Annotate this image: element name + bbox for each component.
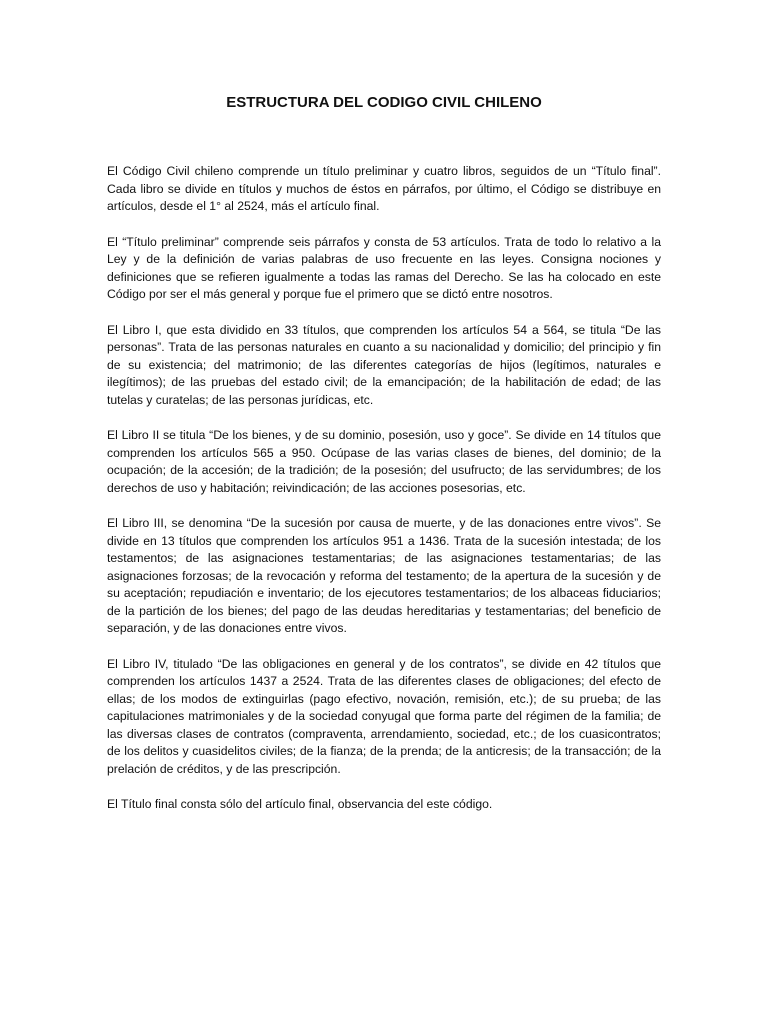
paragraph-intro: El Código Civil chileno comprende un título preliminar y cuatro libros, seguidos de un “Título final”. Cada libro se divide en títulos y muchos de éstos en párrafos, por último, el Código se distribuye en artículos, desde el 1° al 2524, más el artículo final. xyxy=(107,164,661,213)
document-title: ESTRUCTURA DEL CODIGO CIVIL CHILENO xyxy=(226,94,542,111)
paragraph-titulo-preliminar: El “Título preliminar” comprende seis párrafos y consta de 53 artículos. Trata de todo lo relativo a la Ley y de la definición de varias palabras de uso frecuente en las leyes. Consigna nociones y definiciones que se refieren igualmente a todas las ramas del Derecho. Se las ha colocado en este Código por ser el más general y porque fue el primero que se dictó entre nosotros. xyxy=(107,234,661,301)
paragraph-titulo-final: El Título final consta sólo del artículo final, observancia del este código. xyxy=(107,797,493,811)
paragraph-libro-iv: El Libro IV, titulado “De las obligaciones en general y de los contratos”, se divide en 42 títulos que comprenden los artículos 1437 a 2524. Trata de las diferentes clases de obligaciones; del efecto de ellas; de los modos de extinguirlas (pago efectivo, novación, remisión, etc.); de su prueba; de las capitulaciones matrimoniales y de la sociedad conyugal que forma parte del régimen de la familia; de las diversas clases de contratos (compraventa, arrendamiento, sociedad, etc.; de los cuasicontratos; de los delitos y cuasidelitos civiles; de la fianza; de la prenda; de la anticresis; de la transacción; de la prelación de créditos, y de las prescripción. xyxy=(107,656,661,776)
paragraph-libro-i: El Libro I, que esta dividido en 33 títulos, que comprenden los artículos 54 a 564, se titula “De las personas”. Trata de las personas naturales en cuanto a su nacionalidad y domicilio; del principio y fin de su existencia; del matrimonio; de las diferentes categorías de hijos (legítimos, naturales e ilegítimos); de las pruebas del estado civil; de la emancipación; de la habilitación de edad; de las tutelas y curatelas; de las personas jurídicas, etc. xyxy=(107,322,661,407)
paragraph-libro-ii: El Libro II se titula “De los bienes, y de su dominio, posesión, uso y goce”. Se divide en 14 títulos que comprenden los artículos 565 a 950. Ocúpase de las varias clases de bienes, del dominio; de la ocupación; de la accesión; de la tradición; de la posesión; del usufructo; de las servidumbres; de los derechos de uso y habitación; reivindicación; de las acciones posesorias, etc. xyxy=(107,428,661,495)
paragraph-libro-iii: El Libro III, se denomina “De la sucesión por causa de muerte, y de las donaciones entre vivos”. Se divide en 13 títulos que comprenden los artículos 951 a 1436. Trata de la sucesión intestada; de los testamentos; de las asignaciones testamentarias; de las asignaciones testamentarias; de las asignaciones forzosas; de la revocación y reforma del testamento; de la apertura de la sucesión y de su aceptación; repudiación e inventario; de los ejecutores testamentarios; de los albaceas fiduciarios; de la partición de los bienes; del pago de las deudas hereditarias y testamentarias; del beneficio de separación, y de las donaciones entre vivos. xyxy=(107,516,661,635)
document-body xyxy=(107,163,661,832)
